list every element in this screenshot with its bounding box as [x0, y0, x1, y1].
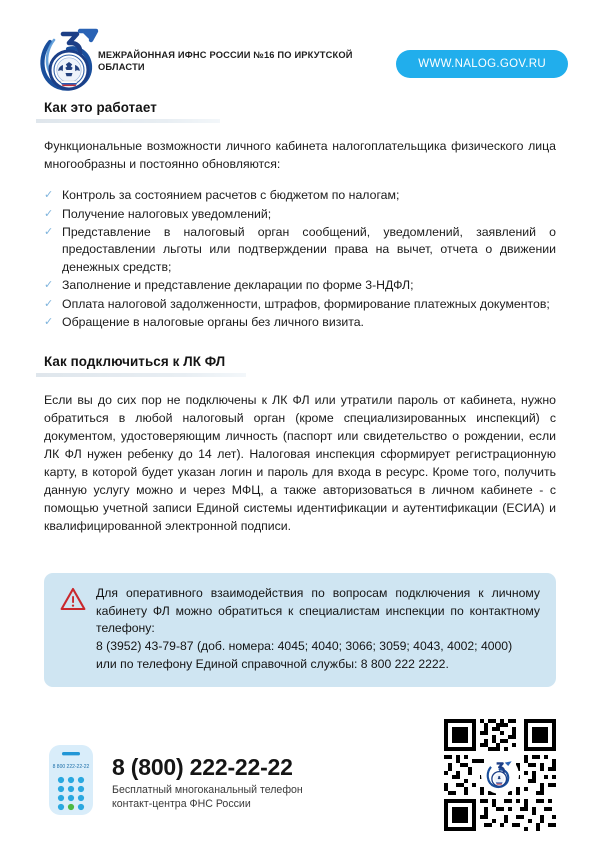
- warning-triangle-icon: [60, 587, 86, 673]
- check-icon: ✓: [44, 316, 54, 329]
- check-icon: ✓: [44, 226, 54, 239]
- contact-info-box: [44, 573, 556, 687]
- caption-line-1: Бесплатный многоканальный телефон: [112, 783, 303, 796]
- contact-phone-caption: [112, 784, 303, 812]
- check-icon: ✓: [44, 297, 54, 310]
- list-item-label: Представление в налоговый орган сообщений, уведомлений, заявлений о предоставлении льготы или подтверждении права на вычет, отчета о движении денежных средств;: [62, 225, 556, 274]
- check-icon: ✓: [44, 189, 54, 202]
- page-header: [0, 0, 600, 100]
- section-heading-how-to-connect: Как подключиться к ЛК ФЛ: [44, 353, 226, 369]
- list-item-label: Оплата налоговой задолженности, штрафов, формирование платежных документов;: [62, 296, 550, 311]
- list-item: [44, 296, 556, 313]
- page-content: [0, 100, 600, 535]
- fns-35-anniversary-logo: [36, 26, 106, 94]
- qr-code[interactable]: [438, 713, 562, 837]
- mobile-phone-keypad-icon: [48, 744, 94, 821]
- check-icon: ✓: [44, 207, 54, 220]
- list-item-label: Обращение в налоговые органы без личного визита.: [62, 315, 364, 330]
- phone-icon-label: 8 800 222-22-22: [52, 764, 90, 770]
- list-item: [44, 187, 556, 204]
- list-item-label: Заполнение и представление декларации по форме 3-НДФЛ;: [62, 278, 414, 293]
- connect-paragraph: Если вы до сих пор не подключены к ЛК ФЛ или утратили пароль от кабинета, нужно обратиться в любой налоговый орган (кроме специализированных инспекций) с документом, удостоверяющим личность (паспорт или свидетельство о рождении, если ЛК ФЛ нужен ребенку до 14 лет). Налоговая инспекция сформирует регистрационную карту, в которой будет указан логин и пароль для входа в ресурс. Кроме того, получить данную услугу можно и через МФЦ, а также авторизоваться в личном кабинете - с помощью учетной записи Единой системы идентификации и аутентификации (ЕСИА) и квалифицированной электронной подписи.: [44, 392, 556, 534]
- intro-paragraph: Функциональные возможности личного кабинета налогоплательщика физического лица многообразны и постоянно обновляются:: [44, 139, 556, 172]
- list-item: [44, 277, 556, 294]
- list-item: [44, 224, 556, 276]
- list-item: [44, 206, 556, 223]
- list-item-label: Получение налоговых уведомлений;: [62, 206, 272, 221]
- section-heading-how-it-works: Как это работает: [44, 100, 157, 115]
- info-box-line-3: или по телефону Единой справочной службы: 8 800 222 2222.: [96, 656, 449, 671]
- list-item: [44, 314, 556, 331]
- feature-list: [44, 187, 556, 332]
- caption-line-2: контакт-центра ФНС России: [112, 797, 251, 810]
- organization-title: МЕЖРАЙОННАЯ ИФНС РОССИИ №16 ПО ИРКУТСКОЙ ОБЛАСТИ: [98, 50, 353, 72]
- list-item-label: Контроль за состоянием расчетов с бюджетом по налогам;: [62, 188, 400, 203]
- website-link-button[interactable]: WWW.NALOG.GOV.RU: [396, 50, 568, 78]
- heading-underline: [36, 119, 220, 123]
- info-box-line-1: Для оперативного взаимодействия по вопросам подключения к личному кабинету ФЛ можно обратиться к специалистам инспекции по контактному телефону:: [96, 586, 540, 636]
- contact-phone-number: 8 (800) 222-22-22: [112, 753, 293, 780]
- check-icon: ✓: [44, 279, 54, 292]
- footer-contact-block: [48, 744, 303, 821]
- info-box-line-2: 8 (3952) 43-79-87 (доб. номера: 4045; 4040; 3066; 3059; 4043, 4002; 4000): [96, 639, 513, 654]
- heading-underline: [36, 373, 246, 377]
